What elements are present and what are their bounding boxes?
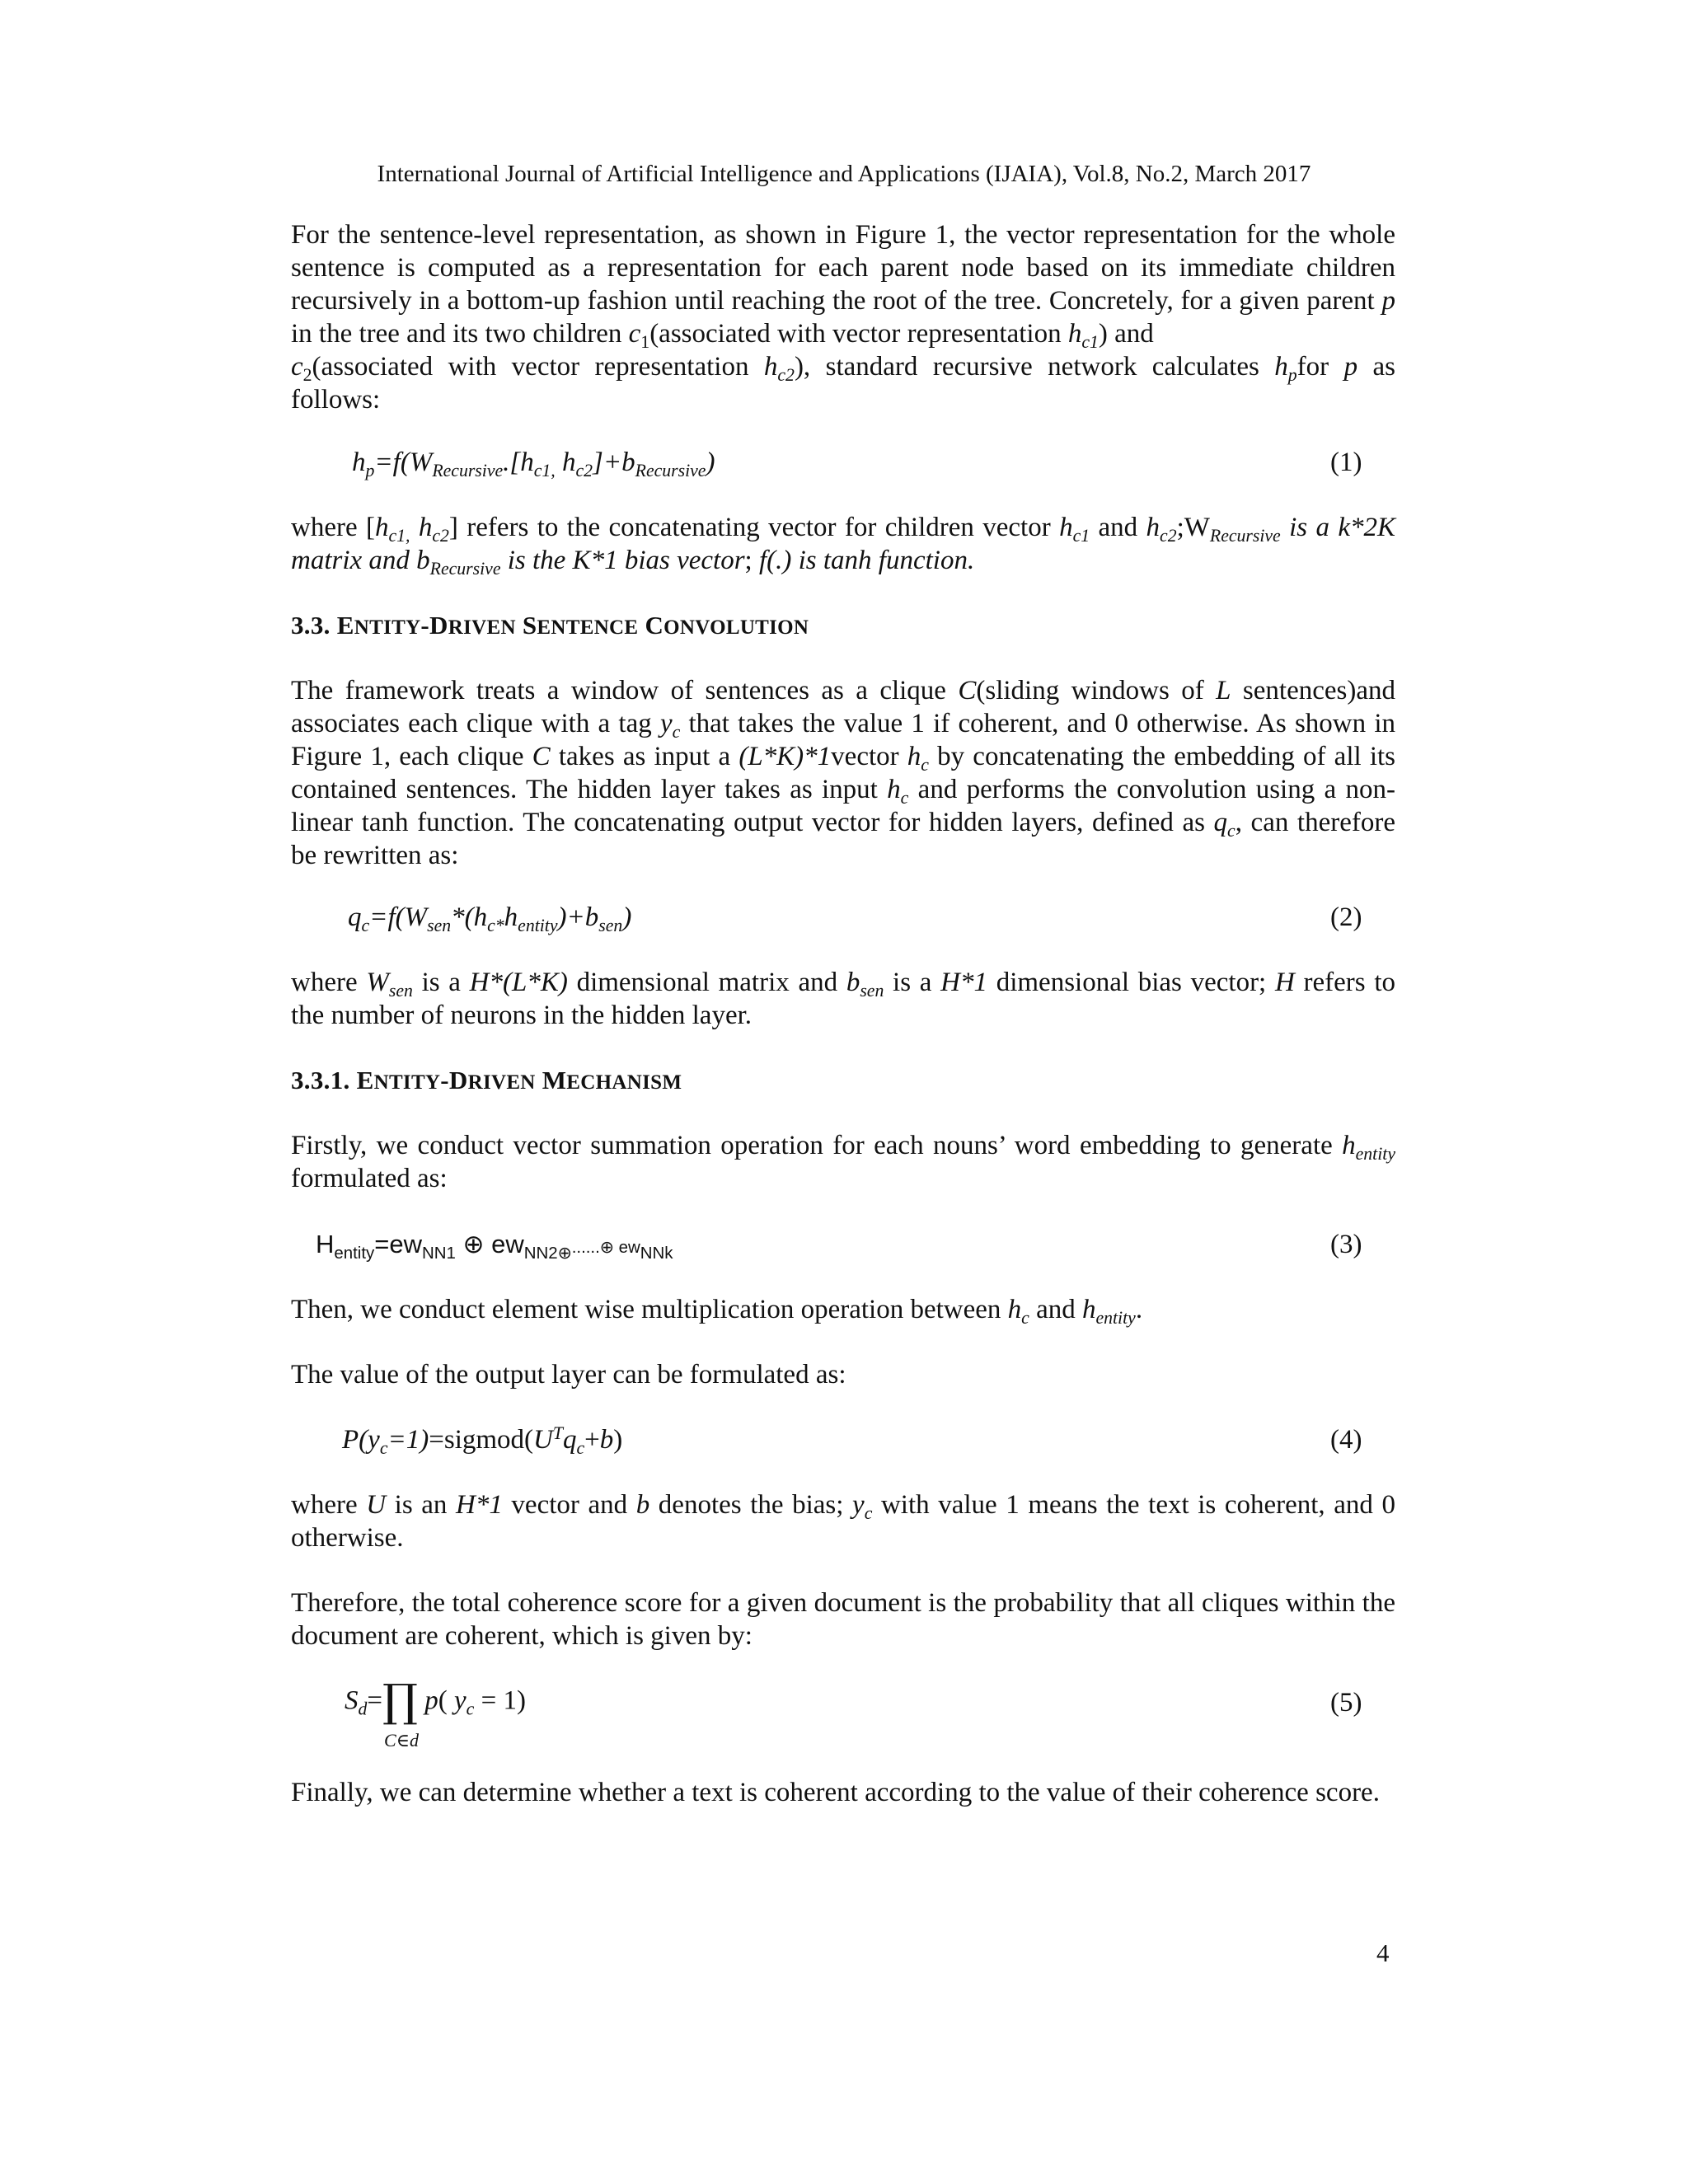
equation-3-number: (3) [1330, 1230, 1362, 1259]
product-operator: ∏ C∈d [382, 1675, 419, 1750]
paragraph-output-layer: The value of the output layer can be formulated as: [291, 1360, 846, 1390]
paragraph-eq4-explanation: where U is an H*1 vector and b denotes the bias; $y_c$ with value 1 means the text is coherent, and 0 otherwise. [291, 1490, 1395, 1553]
equation-1-number: (1) [1330, 448, 1362, 477]
paragraph-eq2-explanation: where $W_{sen}$ is a H*(L*K) dimensional matrix and $b_{sen}$ is a H*1 dimensional bias vector; H refers to the number of neurons in the hidden layer. [291, 968, 1395, 1030]
equation-5-number: (5) [1330, 1688, 1362, 1718]
paragraph-elementwise: Then, we conduct element wise multiplication operation between $h_c$ and $h_{entity}$. [291, 1295, 1143, 1328]
section-heading-3-3: 3.3. ENTITY-DRIVEN SENTENCE CONVOLUTION [291, 611, 809, 640]
running-header: International Journal of Artificial Intelligence and Applications (IJAIA), Vol.8, No.2, March 2017 [377, 161, 1311, 187]
paragraph-conclusion: Finally, we can determine whether a text is coherent according to the value of their coherence score. [291, 1778, 1380, 1807]
paragraph-eq1-explanation: where [$h_{c1,}$ $h_{c2}$] refers to the concatenating vector for children vector $h_{c1}$ and $h_{c2};W_{Recursive}$ is a k*2K matrix and $b_{Recursive}$ is the K*1 bias vector; f(.) is tanh function. [291, 513, 1396, 579]
paragraph-entity-summation: Firstly, we conduct vector summation operation for each nouns’ word embedding to generate $h_{entity}$ formulated as: [291, 1131, 1395, 1193]
equation-2: $q_c=f(W_{sen}*(h_{c*}h_{entity})+b_{sen})$ [348, 902, 632, 935]
paragraph-sentence-representation: For the sentence-level representation, as shown in Figure 1, the vector representation for the whole sentence is computed as a representation for each parent node based on its immediate children recursively in a bottom-up fashion until reaching the root of the tree. Concretely, for a given parent p in the tree and its two children $c_1(associated$ with vector representation $h_{c1}$) and $c_2(associated$ with vector representation $h_{c2}$), standard recursive network calculates $h_pfor$ p as follows: [291, 220, 1395, 415]
equation-3: $H_{entity}=ew_{NN1}$ ⊕ $ew_{NN2\oplus}......\oplus$ $ew_{NNk}$ [316, 1230, 673, 1263]
equation-4-number: (4) [1330, 1425, 1362, 1455]
paragraph-clique-framework: The framework treats a window of sentences as a clique C(sliding windows of L sentences)and associates each clique with a tag $y_c$ that takes the value 1 if coherent, and 0 otherwise. As shown in Figure 1, each clique C takes as input a (L*K)*1vector $h_c$ by concatenating the embedding of all its contained sentences. The hidden layer takes as input $h_c$ and performs the convolution using a non-linear tanh function. The concatenating output vector for hidden layers, defined as $q_c$, can therefore be rewritten as: [291, 676, 1396, 870]
equation-4: $P(y_c=1)=sigmod(U^Tq_c+b)$ [342, 1423, 623, 1458]
section-heading-3-3-1: 3.3.1. ENTITY-DRIVEN MECHANISM [291, 1066, 682, 1094]
equation-2-number: (2) [1330, 902, 1362, 932]
page-number: 4 [1376, 1938, 1390, 1967]
equation-5: $S_d=\prod$ C∈d p( $y_c = 1$) [345, 1675, 526, 1750]
paragraph-coherence-score: Therefore, the total coherence score for a given document is the probability that all cliques within the document are coherent, which is given by: [291, 1588, 1395, 1651]
equation-1: $h_p=f(W_{Recursive}.[h_{c1,}$ $h_{c2}]+b_{Recursive}$) [352, 448, 715, 480]
